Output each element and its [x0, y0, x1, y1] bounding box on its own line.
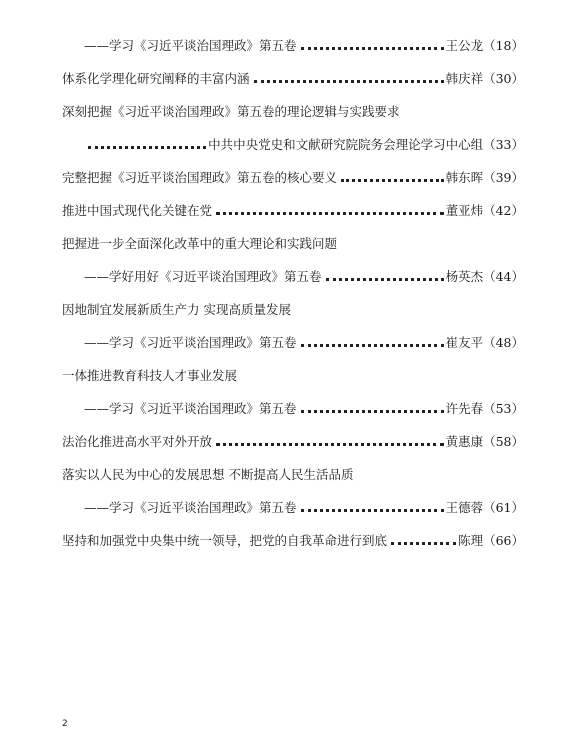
entry-author: 韩庆祥（30） — [445, 71, 524, 86]
dot-leader — [301, 509, 444, 512]
toc-entry — [62, 300, 524, 318]
entry-title: 一体推进教育科技人才事业发展 — [62, 368, 238, 383]
toc-entry — [88, 135, 524, 153]
toc-entry — [62, 465, 524, 483]
dot-leader — [326, 278, 444, 281]
entry-author: 陈理（66） — [458, 533, 524, 548]
entry-title: 法治化推进高水平对外开放 — [62, 434, 213, 449]
entry-title: ——学习《习近平谈治国理政》第五卷 — [84, 401, 297, 416]
entry-author: 杨英杰（44） — [445, 269, 524, 284]
entry-author: 许先春（53） — [445, 401, 524, 416]
dot-leader — [216, 443, 444, 446]
entry-author: 董亚炜（42） — [445, 203, 524, 218]
toc-entry — [84, 498, 524, 516]
toc-entry — [84, 333, 524, 351]
page-number: 2 — [62, 719, 68, 729]
toc-entry — [62, 366, 524, 384]
entry-title: ——学习《习近平谈治国理政》第五卷 — [84, 38, 297, 53]
entry-title: 推进中国式现代化关键在党 — [62, 203, 213, 218]
entry-author: 崔友平（48） — [445, 335, 524, 350]
dot-leader — [254, 80, 444, 83]
entry-title: 坚持和加强党中央集中统一领导，把党的自我革命进行到底 — [62, 533, 388, 548]
entry-title: 落实以人民为中心的发展思想 不断提高人民生活品质 — [62, 467, 354, 482]
toc-entry — [62, 102, 524, 120]
entry-title: 因地制宜发展新质生产力 实现高质量发展 — [62, 302, 291, 317]
entry-author: 韩东晖（39） — [445, 170, 524, 185]
entry-title: 把握进一步全面深化改革中的重大理论和实践问题 — [62, 236, 338, 251]
toc-entry — [62, 531, 524, 549]
toc-entry — [84, 267, 524, 285]
dot-leader — [341, 179, 444, 182]
entry-title: ——学好用好《习近平谈治国理政》第五卷 — [84, 269, 322, 284]
toc-entry — [62, 69, 524, 87]
toc-entry — [62, 168, 524, 186]
dot-leader — [391, 542, 456, 545]
entry-title: ——学习《习近平谈治国理政》第五卷 — [84, 335, 297, 350]
toc-entry — [84, 36, 524, 54]
toc-entry — [62, 234, 524, 252]
entry-author: 王德蓉（61） — [445, 500, 524, 515]
entry-author: 中共中央党史和文献研究院院务会理论学习中心组（33） — [208, 137, 524, 152]
entry-title: ——学习《习近平谈治国理政》第五卷 — [84, 500, 297, 515]
dot-leader — [301, 344, 444, 347]
entry-author: 王公龙（18） — [445, 38, 524, 53]
toc-entry — [62, 201, 524, 219]
entry-title: 体系化学理化研究阐释的丰富内涵 — [62, 71, 250, 86]
dot-leader — [88, 146, 206, 149]
dot-leader — [301, 47, 444, 50]
entry-title: 深刻把握《习近平谈治国理政》第五卷的理论逻辑与实践要求 — [62, 104, 400, 119]
toc-entry — [62, 432, 524, 450]
entry-title: 完整把握《习近平谈治国理政》第五卷的核心要义 — [62, 170, 338, 185]
dot-leader — [216, 212, 444, 215]
dot-leader — [301, 410, 444, 413]
entry-author: 黄惠康（58） — [445, 434, 524, 449]
toc-entry — [84, 399, 524, 417]
